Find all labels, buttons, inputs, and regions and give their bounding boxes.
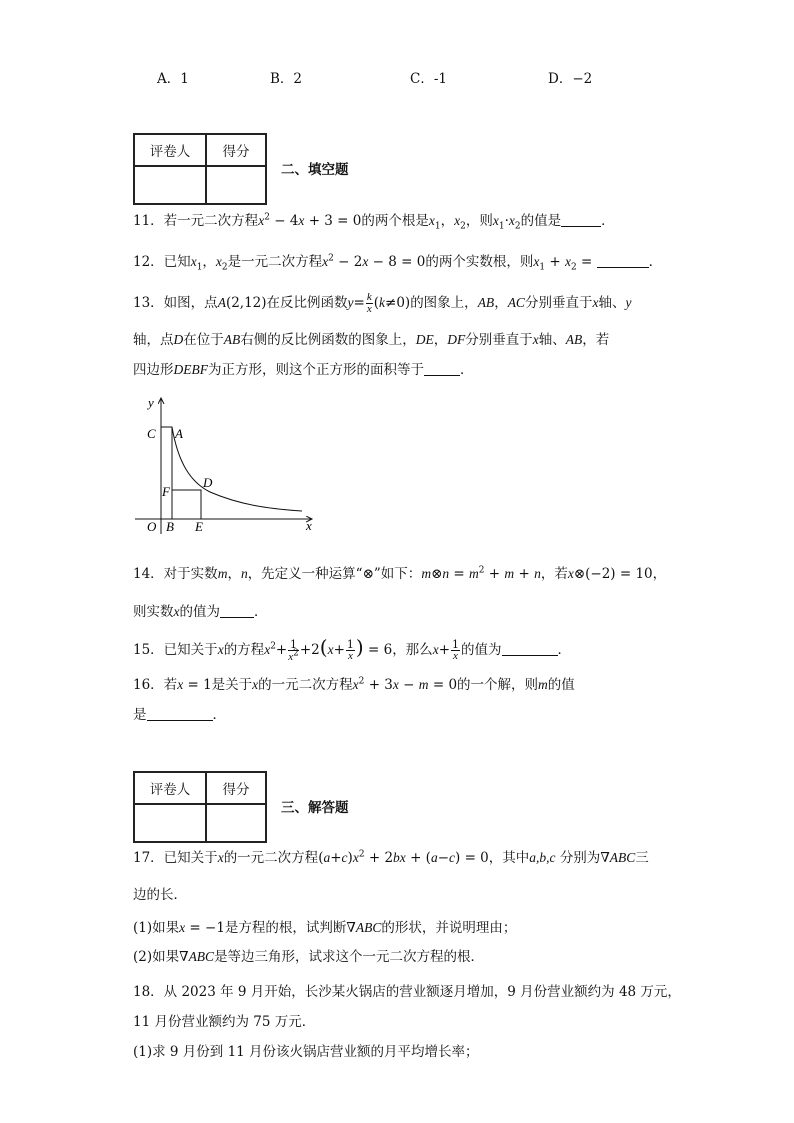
reviewer-label: 评卷人 [134, 772, 206, 804]
question-14-line-2: 则实数x的值为 ． [133, 604, 268, 620]
label-b: B [166, 519, 174, 534]
question-17-line-2: 边的长． [133, 887, 187, 903]
section-2-title: 二、填空题 [281, 162, 349, 178]
answer-blank-16[interactable] [147, 708, 213, 721]
option-b: B．2 [270, 71, 303, 87]
question-13-line-2: 轴，点D在位于AB右侧的反比例函数的图象上，DE，DF分别垂直于x轴、AB，若 [133, 332, 610, 348]
question-13-line-1: 13．如图，点A(2,12)在反比例函数y= $\frac{k}{x}$ (k≠0)的图象上，AB，AC分别垂直于x轴、y [133, 291, 632, 315]
label-x: x [306, 518, 312, 533]
question-18-line-1: 18．从 2023 年 9 月开始，长沙某火锅店的营业额逐月增加，9 月份营业额约为 48 万元， [133, 984, 681, 1000]
question-16-line-1: 16．若x = 1是关于x的一元二次方程$x^2 + 3x - m = 0$的一个解，则m的值 [133, 676, 575, 693]
answer-blank-14[interactable] [220, 605, 254, 618]
answer-blank-11[interactable] [561, 214, 601, 227]
hyperbola-figure [130, 392, 330, 540]
square-DEBF [172, 490, 201, 519]
question-17-line-1: 17．已知关于x的一元二次方程$(a+c)x^2 + 2bx + (a-c) = 0$，其中a,b,c 分别为∇ABC三 [133, 849, 649, 866]
label-e: E [195, 519, 203, 534]
answer-blank-12[interactable] [597, 255, 649, 268]
reviewer-cell[interactable] [134, 804, 206, 842]
score-box-1 [133, 133, 267, 205]
question-15: 15．已知关于x的方程$x^2+$ $\frac{1}{x^2}$ +2(x+ $\frac{1}{x}$ ) = 6，那么x+ $\frac{1}{x}$ 的值为 ． [133, 635, 571, 663]
hyperbola-curve [172, 427, 302, 511]
option-d: D．−2 [548, 71, 593, 87]
label-o: O [147, 519, 157, 534]
question-17-part-1: (1)如果x = −1是方程的根，试判断∇ABC的形状，并说明理由； [133, 920, 517, 936]
reviewer-label: 评卷人 [134, 134, 206, 166]
label-f: F [162, 484, 170, 499]
option-c: C．-1 [410, 71, 447, 87]
question-18-part-1: (1)求 9 月份到 11 月份该火锅店营业额的月平均增长率； [133, 1044, 479, 1060]
label-a: A [175, 426, 183, 441]
question-14-line-1: 14．对于实数m，n，先定义一种运算“⊗”如下：m⊗n = $m^2 + m + n$，若x⊗(−2) = 10， [133, 565, 667, 582]
question-12: 12．已知$x_1$，$x_2$是一元二次方程$x^2 - 2x - 8 = 0$的两个实数根，则$x_1 + x_2$ = ． [133, 253, 663, 273]
score-cell[interactable] [206, 804, 266, 842]
question-13-line-3: 四边形DEBF为正方形，则这个正方形的面积等于 ． [133, 362, 474, 378]
question-11: 11．若一元二次方程$x^2 - 4x + 3 = 0$的两个根是$x_1$，$x_2$，则$x_1\cdot x_2$的值是 ． [133, 212, 615, 232]
score-label: 得分 [206, 772, 266, 804]
question-17-part-2: (2)如果∇ABC是等边三角形，试求这个一元二次方程的根． [133, 949, 485, 965]
question-18-line-2: 11 月份营业额约为 75 万元． [133, 1014, 316, 1030]
option-a: A．1 [157, 71, 189, 87]
score-label: 得分 [206, 134, 266, 166]
score-box-2 [133, 771, 267, 843]
answer-blank-15[interactable] [502, 643, 558, 656]
question-16-line-2: 是 ． [133, 707, 226, 723]
label-y: y [148, 395, 154, 410]
reviewer-cell[interactable] [134, 166, 206, 204]
label-d: D [203, 475, 213, 490]
label-c: C [147, 426, 156, 441]
rect-ACOB [161, 427, 172, 519]
section-3-title: 三、解答题 [281, 800, 349, 816]
answer-blank-13[interactable] [424, 363, 460, 376]
score-cell[interactable] [206, 166, 266, 204]
